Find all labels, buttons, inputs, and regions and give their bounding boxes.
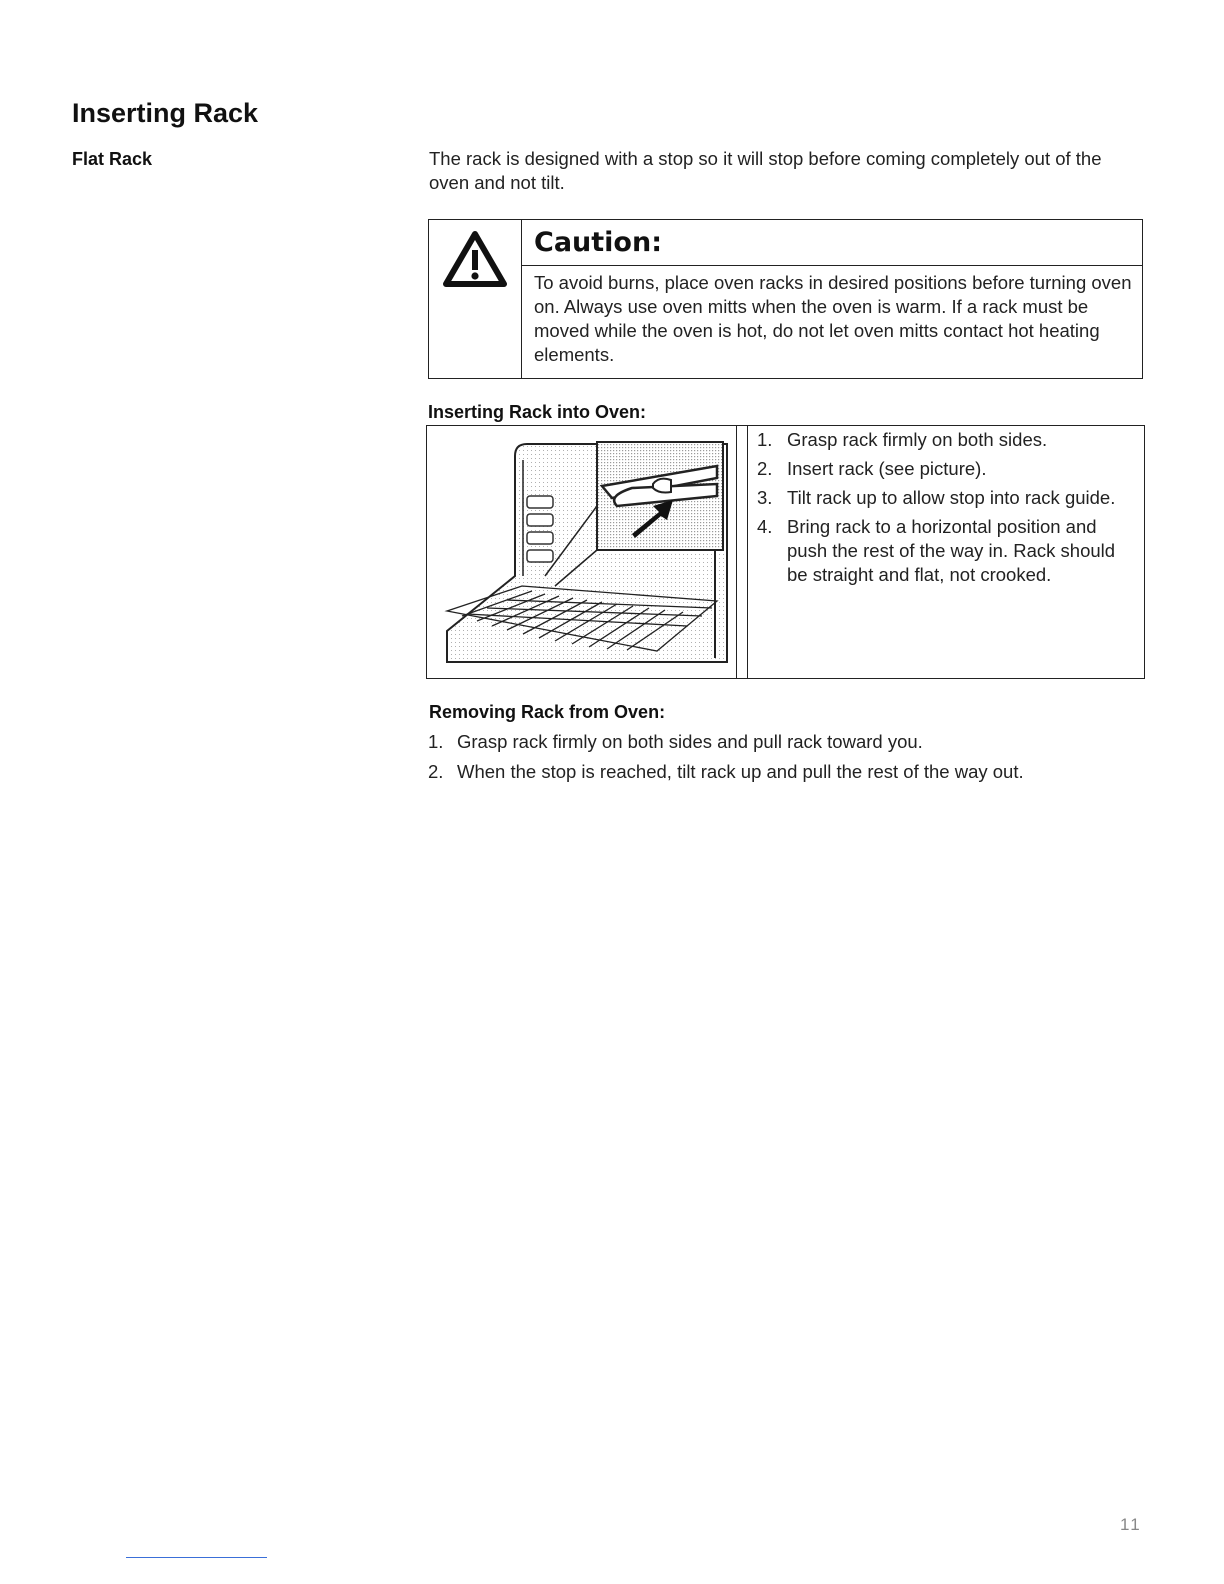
caution-icon-cell [429,220,522,378]
list-item: 3. Tilt rack up to allow stop into rack guide. [757,487,1116,508]
caution-heading: Caution: [522,220,1142,266]
list-item: 1. Grasp rack firmly on both sides and pull rack toward you. [428,731,923,752]
footer-rule [126,1557,267,1558]
list-item: 2. When the stop is reached, tilt rack up and pull the rest of the way out. [428,761,1024,782]
inserting-table [426,425,1145,679]
column-divider [747,426,748,678]
list-item: 2. Insert rack (see picture). [757,458,987,479]
inserting-steps [757,428,1136,592]
page-number: 11 [1120,1515,1142,1534]
removing-heading: Removing Rack from Oven: [429,702,666,722]
oven-rack-insertion-illustration [427,426,736,678]
removing-steps [428,730,1148,790]
list-item: 4. Bring rack to a horizontal position and push the rest of the way in. Rack should be straight and flat, not crooked. [757,516,1116,585]
oven-illustration-svg [427,426,736,678]
column-divider [736,426,737,678]
warning-triangle-icon [442,230,508,288]
subsection-title: Flat Rack [72,149,153,169]
caution-content [522,220,1142,378]
intro-text: The rack is designed with a stop so it will stop before coming completely out of the oven and not tilt. [429,148,1102,193]
list-item: 1. Grasp rack firmly on both sides. [757,429,1048,450]
caution-box [428,219,1143,379]
section-title: Inserting Rack [72,98,259,128]
inserting-heading: Inserting Rack into Oven: [428,402,647,422]
caution-text: To avoid burns, place oven racks in desired positions before turning oven on. Always use oven mitts when the oven is warm. If a rack must be moved while the oven is hot, do not let oven mitts contact hot heating elements. [534,272,1132,365]
